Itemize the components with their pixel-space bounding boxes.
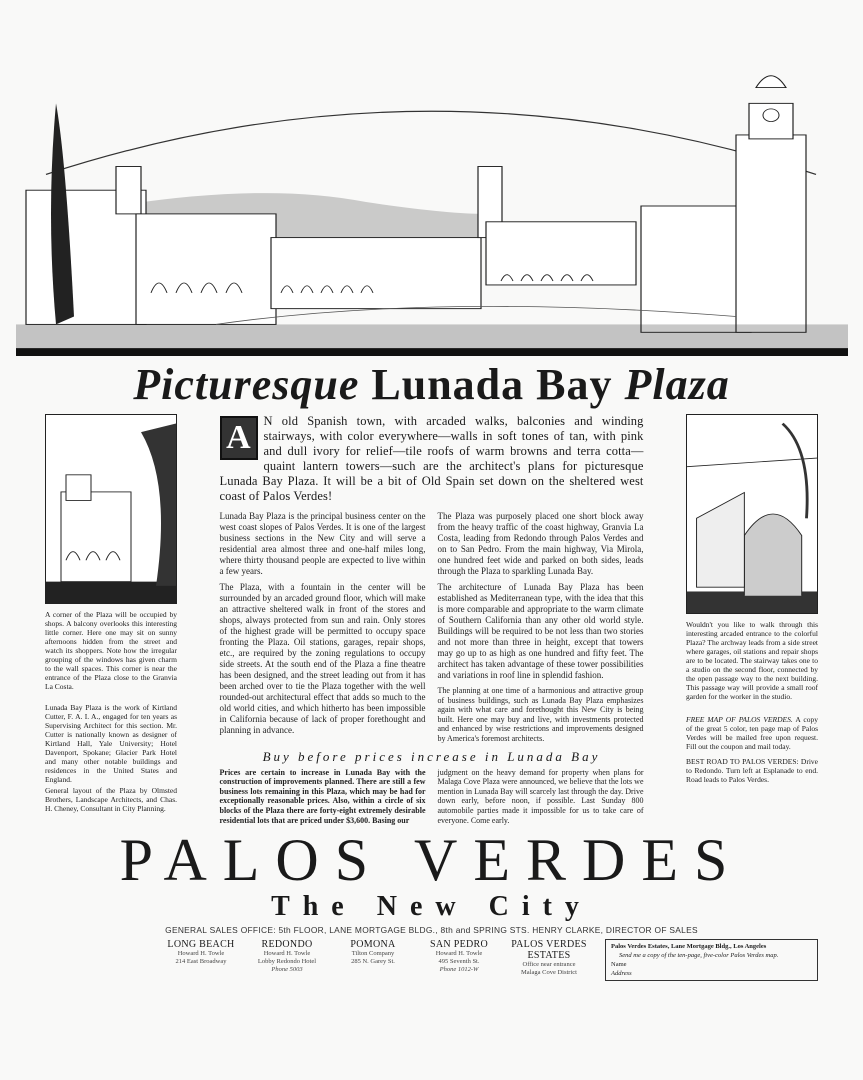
branch-address: 495 Seventh St. (438, 958, 480, 966)
branch-address: 285 N. Garey St. (351, 958, 395, 966)
paragraph: The Plaza was purposely placed one short block away from the heavy traffic of the coast highway, Granvia La Costa, leading from Redondo through Palos Verdes and on to San Pedro. From the main highway, Via Mirola, one hundred feet wide and parked on both sides, leads through the Plaza to sparkling Lunada Bay. (437, 511, 644, 576)
plaza-illustration (16, 56, 848, 356)
column-left (220, 511, 426, 744)
free-map-offer (686, 715, 818, 751)
coupon-request: Send me a copy of the ten-page, five-color Palos Verdes map. (619, 952, 779, 960)
headline (0, 360, 863, 410)
headline-part-1: Picturesque (133, 360, 360, 409)
branch-address: Malaga Cove District (521, 969, 577, 977)
free-map-title: FREE MAP OF PALOS VERDES. (686, 715, 793, 724)
branch-san-pedro (418, 939, 500, 974)
coupon-address-field[interactable]: Address (611, 970, 632, 978)
branch-name: LONG BEACH (167, 939, 235, 951)
coupon-name-field[interactable]: Name (611, 961, 627, 969)
caption-arcaded-entrance: Wouldn't you like to walk through this interesting arcaded entrance to the colorful Plaza? The archway leads from a side street where garages, oil stations and repair shops are to be located. The stairway takes one to a studio on the second floor, connected by the open passage way to the next building. This passage way will provide a small roof garden for the worker in the studio. (686, 620, 818, 701)
branch-phone: Phone 1012-W (439, 966, 479, 974)
paragraph: Lunada Bay Plaza is the principal business center on the west coast slopes of Palos Verdes. It is one of the largest business sections in the New City and will serve a residential area almost three and one-half miles long, where thirty thousand people are expected to live within a few years. (219, 511, 426, 576)
intro-paragraph (220, 414, 644, 504)
paragraph: The planning at one time of a harmonious and attractive group of business buildings, such as Lunada Bay Plaza emphasizes again with what care and forethought this New City is being built. Here one may buy and live, with investments protected and enhanced by wise restrictions and improvements designed by America's foremost architects. (437, 686, 644, 743)
arcaded-entrance-illustration (686, 414, 818, 614)
article-body (0, 414, 863, 825)
headline-part-3: Plaza (624, 360, 730, 409)
right-sidebar (686, 414, 818, 784)
brand-tagline: The New City (271, 891, 592, 923)
best-road-text: Drive to Redondo. Turn left at Esplanade to end. Road leads to Palos Verdes. (686, 757, 818, 784)
paragraph: The architecture of Lunada Bay Plaza has been established as Mediterranean type, with the idea that this is more comparable and appropriate to the warm climate of Southern California than any other old world style. Buildings will be required to be not less than two stories and not more than three in height, except that towers may go up to as high as one hundred and fifty feet. The architect has taken advantage of these tower possibilities and variations in roof line in splendid fashion. (437, 582, 644, 680)
map-request-coupon[interactable] (605, 939, 818, 981)
branch-contact: Howard H. Towle (263, 950, 311, 958)
intro-text: N old Spanish town, with arcaded walks, balconies and winding stairways, with color everywhere—walls in soft tones of tan, with pink and dull ivory for relief—tile roofs of warm browns and terra cotta—quaint lantern towers—such are the architect's plans for picturesque Lunada Bay Plaza. It will be a bit of Old Spain set down on the sheltered west coast of Palos Verdes! (219, 414, 644, 503)
bottom-columns (220, 768, 644, 826)
subheading: Buy before prices increase in Lunada Bay (262, 748, 601, 764)
bottom-column-left: Prices are certain to increase in Lunada Bay with the construction of improvements planned. There are still a few business lots remaining in this Plaza, which may be had for exceptionally reasonable prices. Also, within a circle of six blocks of the Plaza there are forty-eight extremely desirable residential lots that are priced under $3,600. Basing our (219, 767, 426, 825)
branch-long-beach (160, 939, 242, 966)
best-road-note (686, 757, 818, 784)
branch-contact: Tilton Company (351, 950, 395, 958)
headline-part-2: Lunada Bay (371, 360, 613, 409)
sales-office: GENERAL SALES OFFICE: 5th FLOOR, LANE MORTGAGE BLDG., 8th and SPRING STS. HENRY CLARKE, DIRECTOR OF SALES (165, 925, 698, 936)
branch-palos-verdes-estates (504, 939, 594, 977)
branch-name: REDONDO (261, 939, 313, 951)
caption-corner-shops: A corner of the Plaza will be occupied by shops. A balcony overlooks this interesting little corner. Here one may sit on sunny afternoons hidden from the street and watch its shoppers. Note how the irregular grouping of the windows has given charm to the wall spaces. This corner is near the entrance of the Plaza close to the Granvia La Costa. (45, 610, 177, 691)
free-map-text: A copy of the great 5 color, ten page map of Palos Verdes will be mailed free upon request. Fill out the coupon and mail today. (686, 715, 818, 751)
paragraph: The Plaza, with a fountain in the center will be surrounded by an arcaded ground floor, which will make an attractive sheltered walk in front of the stores and shops, always protected from sun and rain. Only stores of the highest grade will be permitted to occupy space fronting the Plaza. Oil stations, garages, repair shops, etc., are required by the zoning regulations to occupy side streets. At the south end of the Plaza a fine theatre has been designed, and the street leading out from it has been arched over to tie the Plaza together with the well rounded-out architectural effect that adds so much to the old world cities, and which hitherto has been impossible in California because of lack of proper forethought and planning in advance. (219, 582, 426, 735)
corner-shops-illustration (45, 414, 177, 604)
coupon-addressee: Palos Verdes Estates, Lane Mortgage Bldg., Los Angeles (611, 943, 767, 951)
branch-offices (0, 936, 863, 989)
branch-contact: Howard H. Towle (435, 950, 483, 958)
caption-architect: Lunada Bay Plaza is the work of Kirtland Cutter, F. A. I. A., engaged for ten years as Supervising Architect for this section. Mr. Cutter is nationally known as designer of Kirtland Hall, Yale University; Hotel Davenport, Spokane; Glacier Park Hotel and many other notable buildings and residences in the United States and England. (45, 703, 177, 784)
branch-name: POMONA (350, 939, 396, 951)
best-road-title: BEST ROAD TO PALOS VERDES: (686, 757, 799, 766)
main-copy (220, 414, 644, 825)
branch-pomona (332, 939, 414, 966)
branch-address: 214 East Broadway (175, 958, 227, 966)
branch-address: Lobby Redondo Hotel (257, 958, 317, 966)
branch-contact: Howard H. Towle (177, 950, 225, 958)
bottom-column-right: judgment on the heavy demand for property when plans for Malaga Cove Plaza were announced, we believe that the lots we mention in Lunada Bay will scarcely last through the day. Drive down early, before noon, if possible. Last Sunday 800 automobile parties made it impossible for us to take care of everyone. Come early. (437, 767, 644, 825)
body-columns (220, 511, 644, 744)
branch-name: PALOS VERDES ESTATES (511, 939, 587, 962)
branch-phone: Phone 5003 (271, 966, 303, 974)
branch-name: SAN PEDRO (430, 939, 488, 951)
left-sidebar (45, 414, 177, 813)
decorative-dropcap: A (220, 416, 258, 460)
column-right (438, 511, 644, 744)
brand-name: PALOS VERDES (119, 827, 744, 894)
branch-contact: Office near entrance (522, 961, 576, 969)
caption-planning: General layout of the Plaza by Olmsted Brothers, Landscape Architects, and Chas. H. Cheney, Consultant in City Planning. (45, 786, 177, 813)
branch-redondo (246, 939, 328, 974)
